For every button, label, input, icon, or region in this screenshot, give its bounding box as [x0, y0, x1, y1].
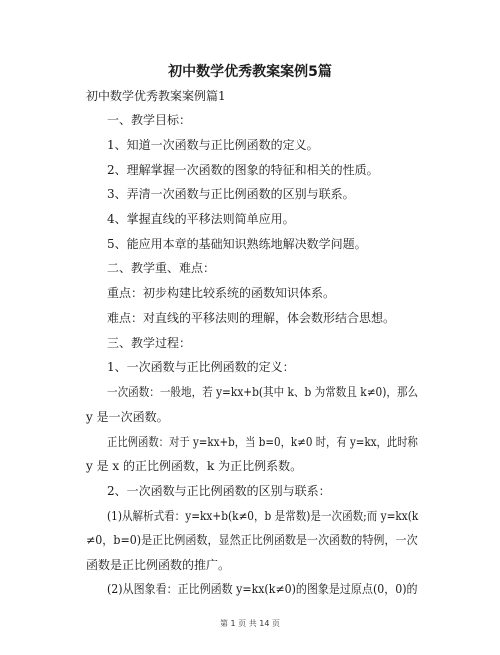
paragraph-line: 1、知道一次函数与正比例函数的定义。: [107, 138, 319, 152]
paragraph-line: 正比例函数：对于 y=kx+b，当 b=0，k≠0 时，有 y=kx，此时称: [107, 435, 418, 449]
paragraph-line: 函数是正比例函数的推广。: [86, 558, 231, 572]
paragraph-line: 3、弄清一次函数与正比例函数的区别与联系。: [107, 187, 355, 201]
paragraph-line: 三、教学过程：: [107, 336, 192, 350]
paragraph-line: 1、一次函数与正比例函数的定义：: [107, 360, 295, 374]
paragraph-line: y 是一次函数。: [86, 410, 169, 424]
paragraph-line: y 是 x 的正比例函数，k 为正比例系数。: [86, 459, 303, 473]
paragraph-line: 难点：对直线的平移法则的理解，体会数形结合思想。: [107, 311, 396, 325]
paragraph-line: 2、理解掌握一次函数的图象的特征和相关的性质。: [107, 163, 379, 177]
paragraph-line: 重点：初步构建比较系统的函数知识体系。: [107, 286, 336, 300]
section-heading: 初中数学优秀教案案例篇1: [86, 89, 226, 103]
paragraph-line: ≠0，b=0)是正比例函数，显然正比例函数是一次函数的特例，一次: [86, 533, 418, 547]
paragraph-line: 二、教学重、难点：: [107, 261, 216, 275]
paragraph-line: 4、掌握直线的平移法则简单应用。: [107, 212, 295, 226]
paragraph-line: (2)从图象看：正比例函数 y=kx(k≠0)的图象是过原点(0，0)的: [107, 582, 418, 596]
paragraph-line: 2、一次函数与正比例函数的区别与联系：: [107, 484, 331, 498]
paragraph-line: (1)从解析式看：y=kx+b(k≠0，b 是常数)是一次函数;而 y=kx(k: [107, 509, 419, 523]
paragraph-line: 一、教学目标：: [107, 113, 192, 127]
paragraph-line: 一次函数：一般地，若 y=kx+b(其中 k、b 为常数且 k≠0)，那么: [107, 385, 419, 399]
paragraph-line: 5、能应用本章的基础知识熟练地解决数学问题。: [107, 237, 367, 251]
document-title: 初中数学优秀教案案例5篇: [168, 64, 332, 80]
page-footer: 第 1 页 共 14 页: [220, 619, 280, 628]
